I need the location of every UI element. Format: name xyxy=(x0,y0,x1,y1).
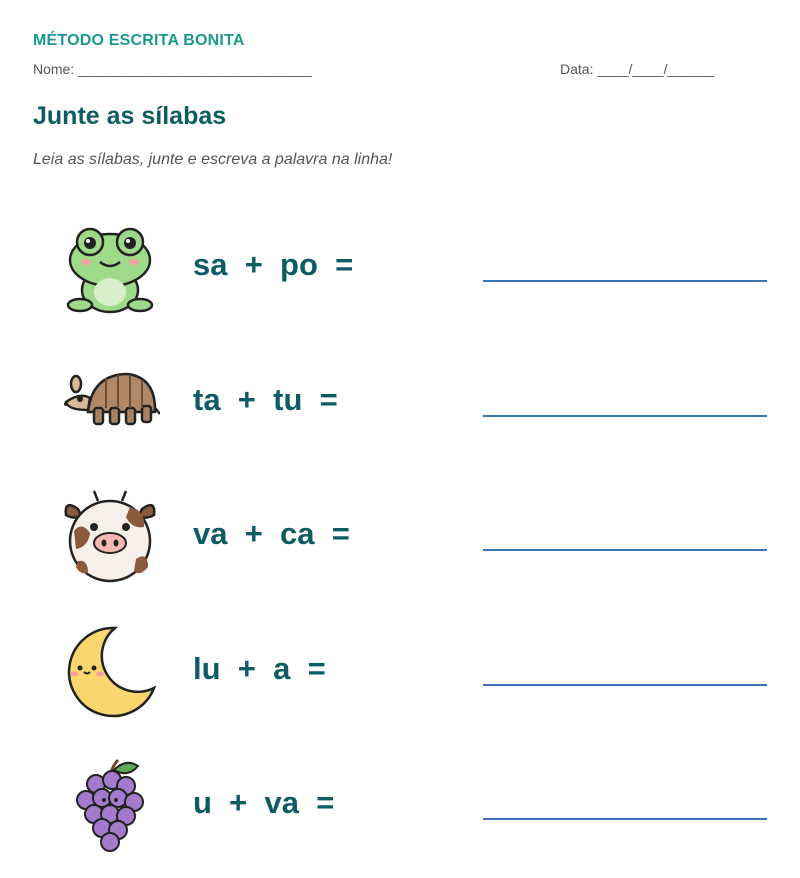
exercise-row xyxy=(0,347,800,457)
frog-icon xyxy=(60,220,160,320)
exercise-row xyxy=(0,481,800,591)
syllable-equation: u + va = xyxy=(193,785,335,820)
page-title: Junte as sílabas xyxy=(33,102,227,130)
answer-line[interactable] xyxy=(483,818,767,820)
cow-icon xyxy=(60,487,160,587)
syllable-equation: ta + tu = xyxy=(193,382,338,417)
grapes-icon xyxy=(60,756,160,856)
exercise-row xyxy=(0,212,800,322)
answer-line[interactable] xyxy=(483,415,767,417)
syllable-equation: sa + po = xyxy=(193,247,354,282)
armadillo-icon xyxy=(60,352,160,452)
syllable-equation: va + ca = xyxy=(193,516,350,551)
instructions: Leia as sílabas, junte e escreva a palavra na linha! xyxy=(33,151,393,168)
date-field: Data: ____/____/______ xyxy=(560,61,715,77)
answer-line[interactable] xyxy=(483,280,767,282)
answer-line[interactable] xyxy=(483,684,767,686)
moon-icon xyxy=(60,622,160,722)
syllable-equation: lu + a = xyxy=(193,651,326,686)
exercise-row xyxy=(0,750,800,860)
exercise-row xyxy=(0,616,800,726)
name-field: Nome: ______________________________ xyxy=(33,61,312,77)
answer-line[interactable] xyxy=(483,549,767,551)
brand-title: MÉTODO ESCRITA BONITA xyxy=(33,32,245,49)
